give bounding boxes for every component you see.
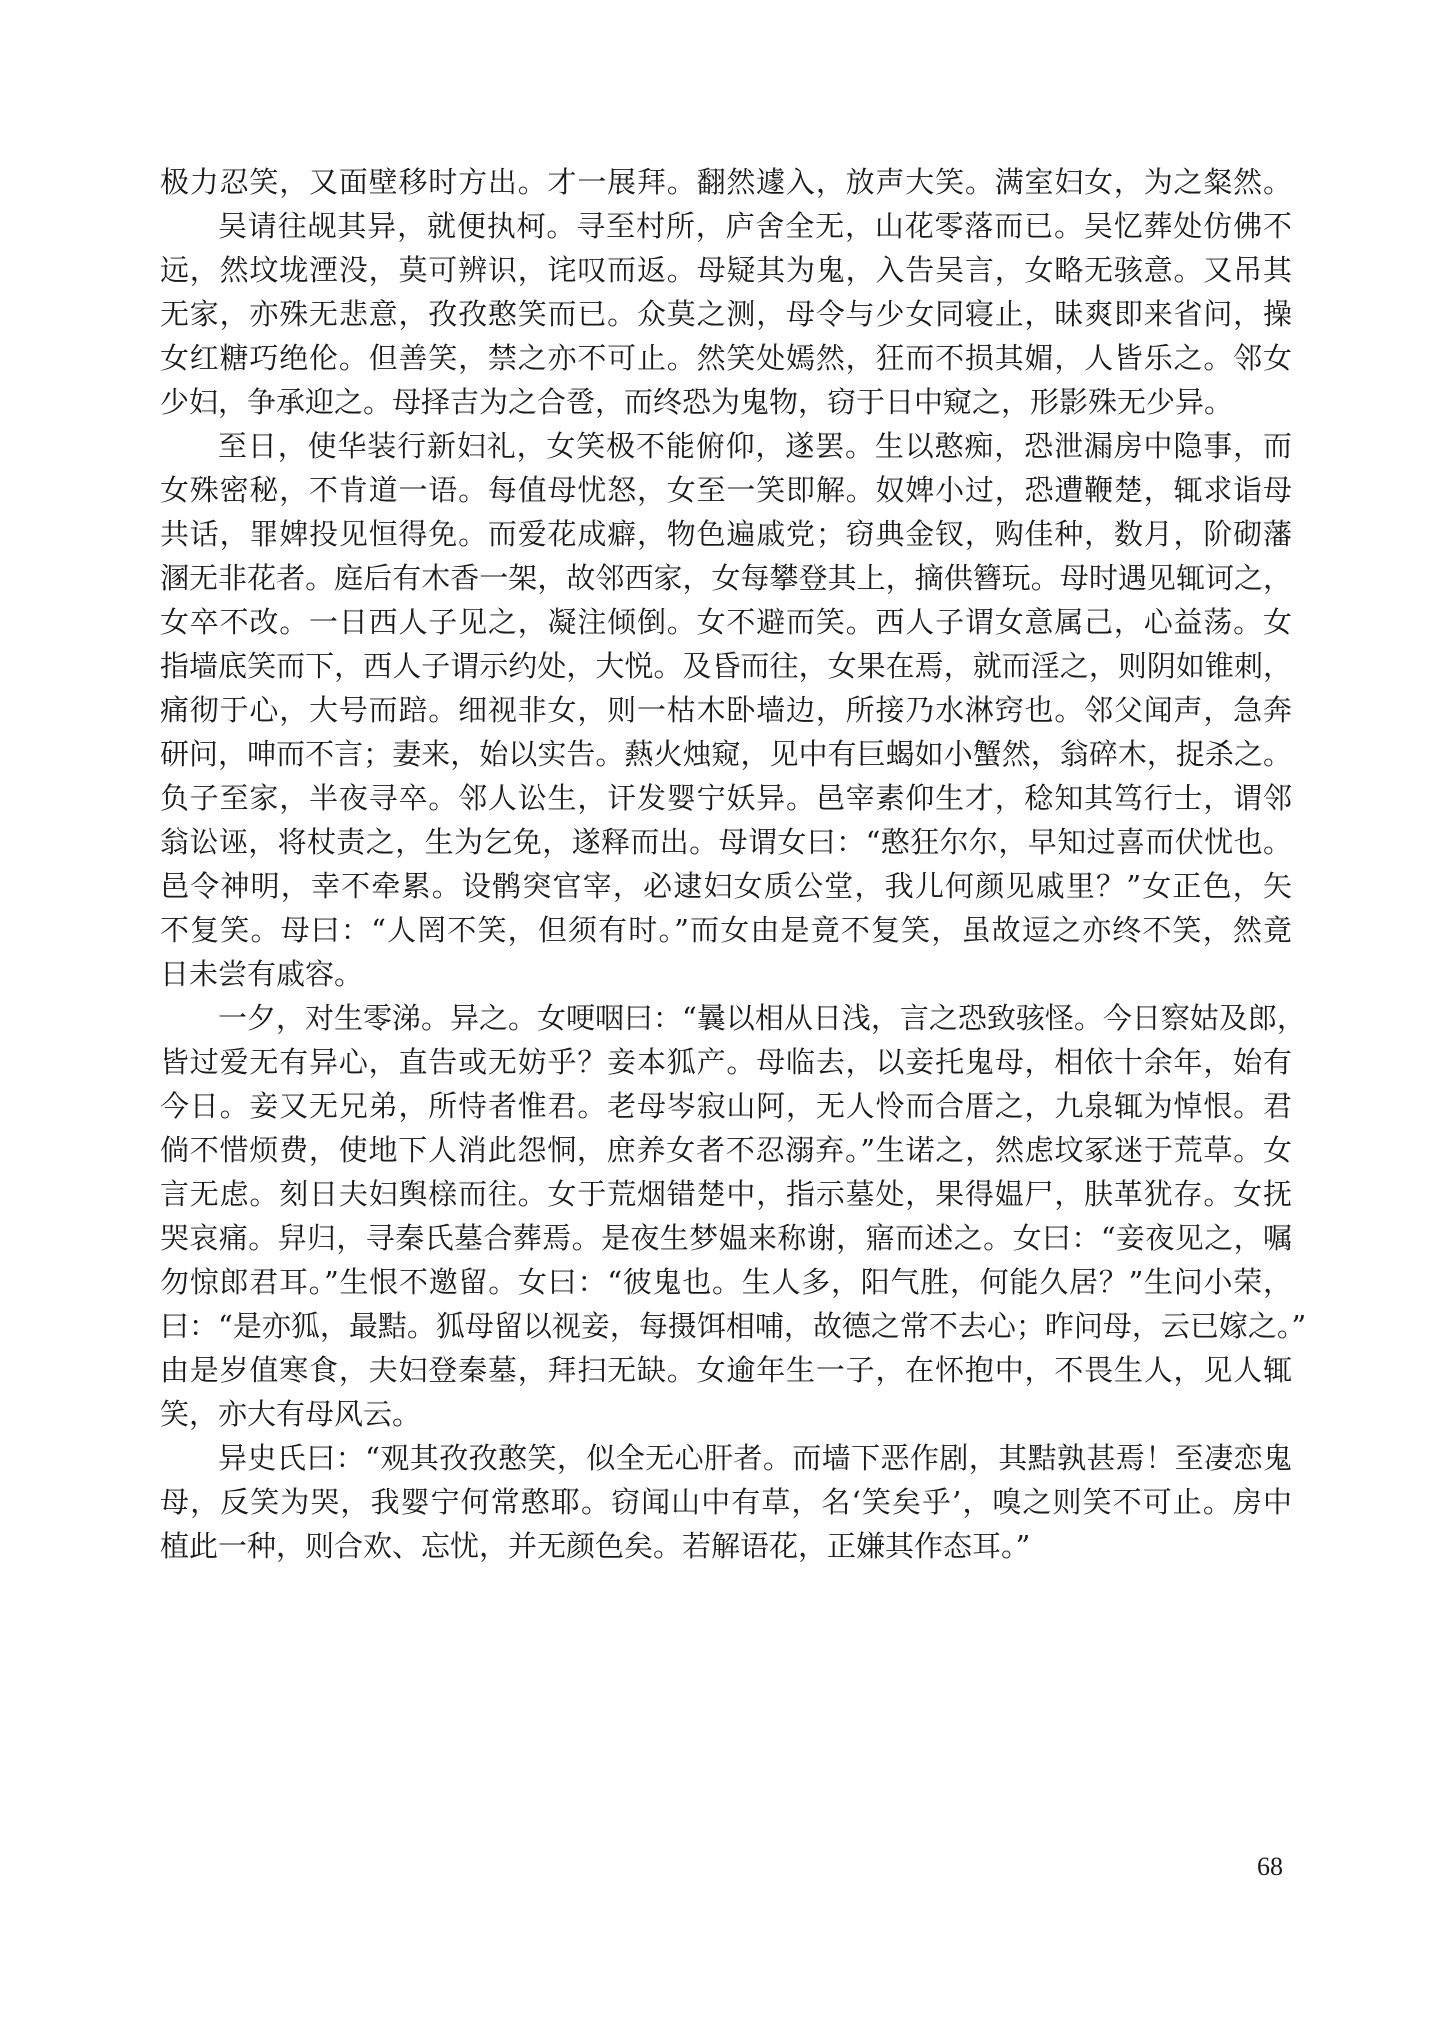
paragraph-end-line: 笑，亦大有母风云。	[160, 1397, 422, 1431]
paragraph-start-line: 吴请往觇其异，就便执柯。寻至村所，庐舍全无，山花零落而已。吴忆葬处仿佛不	[218, 209, 1292, 243]
text-line: 共话，罪婢投见恒得免。而爱花成癖，物色遍戚党；窃典金钗，购佳种，数月，阶砌藩	[160, 517, 1292, 551]
text-line: 言无虑。刻日夫妇舆榇而往。女于荒烟错楚中，指示墓处，果得媪尸，肤革犹存。女抚	[160, 1177, 1292, 1211]
text-line: 皆过爱无有异心，直告或无妨乎？妾本狐产。母临去，以妾托鬼母，相依十余年，始有	[160, 1045, 1292, 1079]
text-line: 由是岁值寒食，夫妇登秦墓，拜扫无缺。女逾年生一子，在怀抱中，不畏生人，见人辄	[160, 1353, 1292, 1387]
text-line: 无家，亦殊无悲意，孜孜憨笑而已。众莫之测，母令与少女同寝止，昧爽即来省问，操	[160, 297, 1292, 331]
text-line: 远，然坟垅湮没，莫可辨识，诧叹而返。母疑其为鬼，入告吴言，女略无骇意。又吊其	[160, 253, 1292, 287]
text-line: 指墙底笑而下，西人子谓示约处，大悦。及昏而往，女果在焉，就而淫之，则阴如锥刺，	[160, 649, 1292, 683]
text-line: 曰：“是亦狐，最黠。狐母留以视妾，每摄饵相哺，故德之常不去心；昨问母，云已嫁之。”	[160, 1309, 1307, 1343]
paragraph-end-line: 日未尝有戚容。	[160, 957, 364, 991]
text-line: 女殊密秘，不肯道一语。每值母忧怒，女至一笑即解。奴婢小过，恐遭鞭楚，辄求诣母	[160, 473, 1292, 507]
text-line: 母，反笑为哭，我婴宁何常憨耶。窃闻山中有草，名‘笑矣乎’，嗅之则笑不可止。房中	[160, 1485, 1292, 1519]
body-text	[160, 160, 1307, 1568]
text-line: 邑令神明，幸不牵累。设鹘突官宰，必逮妇女质公堂，我儿何颜见戚里？”女正色，矢	[160, 869, 1292, 903]
paragraph-start-line: 异史氏曰：“观其孜孜憨笑，似全无心肝者。而墙下恶作剧，其黠孰甚焉！至凄恋鬼	[218, 1441, 1292, 1475]
text-line: 溷无非花者。庭后有木香一架，故邻西家，女每攀登其上，摘供簪玩。母时遇见辄诃之，	[160, 561, 1292, 595]
text-line: 女卒不改。一日西人子见之，凝注倾倒。女不避而笑。西人子谓女意属己，心益荡。女	[160, 605, 1292, 639]
paragraph-end-line: 植此一种，则合欢、忘忧，并无颜色矣。若解语花，正嫌其作态耳。”	[160, 1529, 1031, 1563]
text-line: 痛彻于心，大号而踣。细视非女，则一枯木卧墙边，所接乃水淋窍也。邻父闻声，急奔	[160, 693, 1292, 727]
text-line: 不复笑。母曰：“人罔不笑，但须有时。”而女由是竟不复笑，虽故逗之亦终不笑，然竟	[160, 913, 1292, 947]
text-line: 研问，呻而不言；妻来，始以实告。爇火烛窥，见中有巨蝎如小蟹然，翁碎木，捉杀之。	[160, 737, 1292, 771]
text-line: 翁讼诬，将杖责之，生为乞免，遂释而出。母谓女曰：“憨狂尔尔，早知过喜而伏忧也。	[160, 825, 1292, 859]
text-line: 勿惊郎君耳。”生恨不邀留。女曰：“彼鬼也。生人多，阳气胜，何能久居？”生问小荣，	[160, 1265, 1292, 1299]
text-line: 负子至家，半夜寻卒。邻人讼生，讦发婴宁妖异。邑宰素仰生才，稔知其笃行士，谓邻	[160, 781, 1292, 815]
page-number: 68	[1257, 1852, 1283, 1881]
paragraph-start-line: 至日，使华装行新妇礼，女笑极不能俯仰，遂罢。生以憨痴，恐泄漏房中隐事，而	[218, 429, 1292, 463]
paragraph-end-line: 少妇，争承迎之。母择吉为之合卺，而终恐为鬼物，窃于日中窥之，形影殊无少异。	[160, 385, 1234, 419]
text-line: 倘不惜烦费，使地下人消此怨恫，庶养女者不忍溺弃。”生诺之，然虑坟冢迷于荒草。女	[160, 1133, 1292, 1167]
text-line: 今日。妾又无兄弟，所恃者惟君。老母岑寂山阿，无人怜而合厝之，九泉辄为悼恨。君	[160, 1089, 1292, 1123]
text-line: 女红糖巧绝伦。但善笑，禁之亦不可止。然笑处嫣然，狂而不损其媚，人皆乐之。邻女	[160, 341, 1292, 375]
text-line: 极力忍笑，又面壁移时方出。才一展拜。翻然遽入，放声大笑。满室妇女，为之粲然。	[160, 165, 1292, 199]
paragraph-start-line: 一夕，对生零涕。异之。女哽咽曰：“曩以相从日浅，言之恐致骇怪。今日察姑及郎，	[218, 1001, 1306, 1035]
text-line: 哭哀痛。舁归，寻秦氏墓合葬焉。是夜生梦媪来称谢，寤而述之。女曰：“妾夜见之，嘱	[160, 1221, 1292, 1255]
